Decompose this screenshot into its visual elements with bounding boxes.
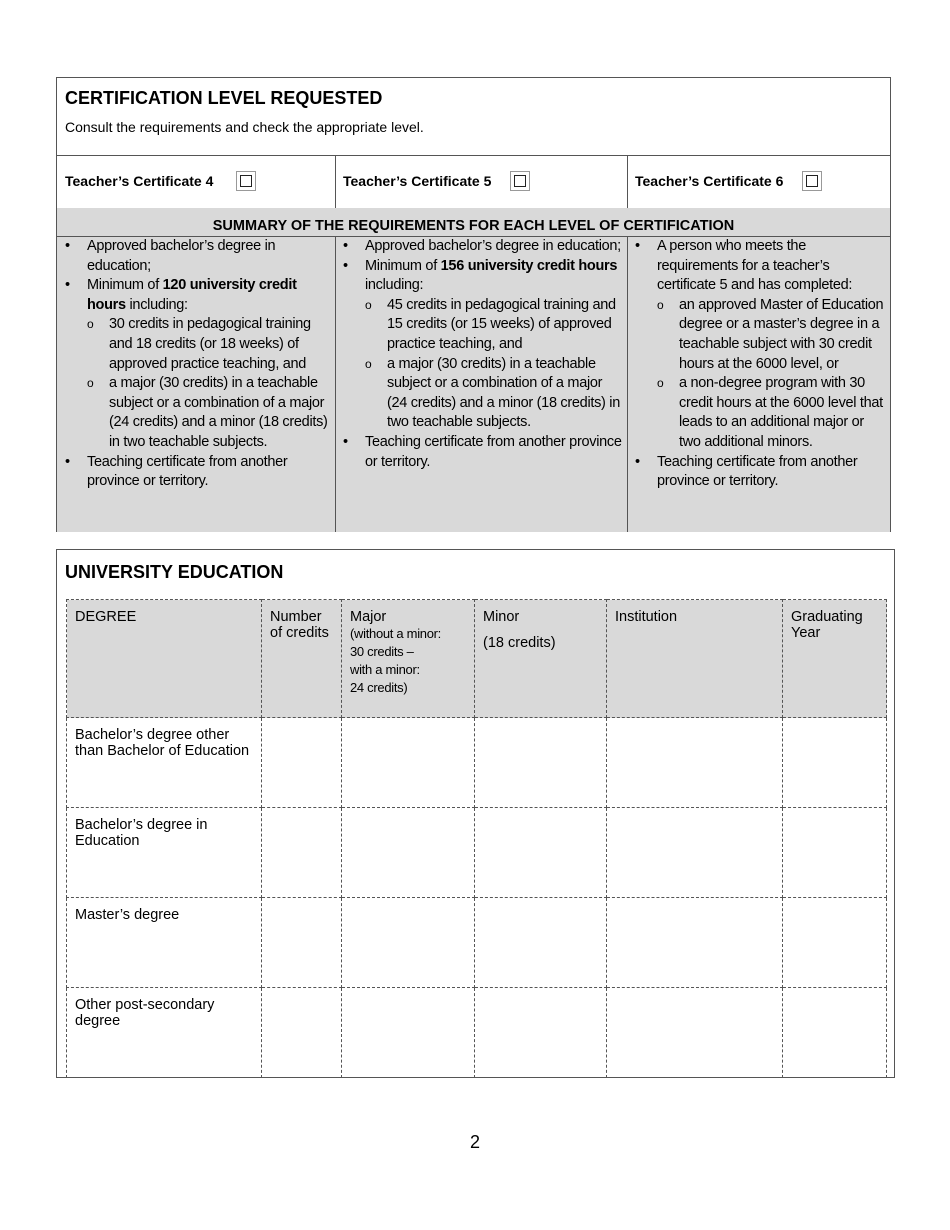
list-item: • Minimum of 156 university credit hours including: — [337, 257, 623, 296]
list-item: • Teaching certificate from another province or territory. — [59, 453, 331, 492]
institution-header: Institution — [607, 600, 783, 718]
degree-cell: Other post-secondary degree — [67, 988, 262, 1078]
major-input-cell[interactable] — [342, 808, 475, 898]
certificate-6-option — [627, 155, 890, 208]
list-item: o a major (30 credits) in a teachable subject or a combination of a major (24 credits) and a minor (18 credits) in two teachable subjects. — [59, 374, 331, 452]
degree-cell: Bachelor’s degree in Education — [67, 808, 262, 898]
major-input-cell[interactable] — [342, 898, 475, 988]
table-header-row — [67, 600, 887, 718]
divider — [627, 155, 628, 208]
graduating-year-input-cell[interactable] — [783, 808, 887, 898]
institution-input-cell[interactable] — [607, 718, 783, 808]
certification-section — [56, 77, 891, 532]
table-row — [67, 988, 887, 1078]
graduating-year-input-cell[interactable] — [783, 988, 887, 1078]
certification-instruction: Consult the requirements and check the appropriate level. — [65, 119, 424, 135]
minor-input-cell[interactable] — [475, 808, 607, 898]
degree-table — [66, 599, 887, 1078]
list-item: • Teaching certificate from another province or territory. — [629, 453, 886, 492]
table-row — [67, 718, 887, 808]
list-item: • A person who meets the requirements for a teacher’s certificate 5 and has completed: — [629, 237, 886, 296]
credits-input-cell[interactable] — [262, 808, 342, 898]
page-number: 2 — [469, 1132, 480, 1152]
divider — [335, 237, 336, 532]
summary-heading: SUMMARY OF THE REQUIREMENTS FOR EACH LEVEL OF CERTIFICATION — [57, 208, 890, 237]
list-item: • Teaching certificate from another province or territory. — [337, 433, 623, 472]
degree-cell: Bachelor’s degree other than Bachelor of Education — [67, 718, 262, 808]
list-item: o a major (30 credits) in a teachable subject or a combination of a major (24 credits) and a minor (18 credits) in two teachable subjects. — [337, 355, 623, 433]
list-item: • Approved bachelor’s degree in education; — [59, 237, 331, 276]
list-item: o 45 credits in pedagogical training and 15 credits (or 15 weeks) of approved practice teaching, and — [337, 296, 623, 355]
requirements-certificate-5 — [335, 237, 627, 532]
major-input-cell[interactable] — [342, 718, 475, 808]
certificate-options-row — [57, 155, 890, 209]
institution-input-cell[interactable] — [607, 898, 783, 988]
credits-input-cell[interactable] — [262, 988, 342, 1078]
certificate-6-label: Teacher’s Certificate 6 — [635, 173, 784, 189]
certificate-4-checkbox[interactable] — [236, 171, 256, 191]
certification-title: CERTIFICATION LEVEL REQUESTED — [65, 88, 383, 108]
divider — [627, 237, 628, 532]
major-header: Major (without a minor: 30 credits – with a minor: 24 credits) — [342, 600, 475, 718]
list-item: • Approved bachelor’s degree in education; — [337, 237, 623, 257]
minor-header: Minor (18 credits) — [475, 600, 607, 718]
certificate-6-checkbox[interactable] — [802, 171, 822, 191]
institution-input-cell[interactable] — [607, 808, 783, 898]
credits-header: Number of credits — [262, 600, 342, 718]
minor-input-cell[interactable] — [475, 988, 607, 1078]
certificate-4-label: Teacher’s Certificate 4 — [65, 173, 214, 189]
institution-input-cell[interactable] — [607, 988, 783, 1078]
minor-input-cell[interactable] — [475, 898, 607, 988]
list-item: • Minimum of 120 university credit hours including: — [59, 276, 331, 315]
university-education-title: UNIVERSITY EDUCATION — [65, 562, 284, 582]
university-education-section — [56, 549, 895, 1078]
degree-header: DEGREE — [67, 600, 262, 718]
certificate-5-option — [335, 155, 627, 208]
list-item: o a non-degree program with 30 credit hours at the 6000 level that leads to an additional major or two additional minors. — [629, 374, 886, 452]
list-item: o an approved Master of Education degree or a master’s degree in a teachable subject with 30 credit hours at the 6000 level, or — [629, 296, 886, 374]
graduating-year-header: Graduating Year — [783, 600, 887, 718]
requirements-certificate-4 — [57, 237, 335, 532]
certificate-4-option — [57, 155, 335, 208]
certificate-5-checkbox[interactable] — [510, 171, 530, 191]
table-row — [67, 808, 887, 898]
credits-input-cell[interactable] — [262, 898, 342, 988]
certificate-5-label: Teacher’s Certificate 5 — [343, 173, 492, 189]
divider — [335, 155, 336, 208]
table-row — [67, 898, 887, 988]
certification-header — [57, 78, 890, 156]
summary-requirements — [57, 237, 890, 532]
major-input-cell[interactable] — [342, 988, 475, 1078]
credits-input-cell[interactable] — [262, 718, 342, 808]
degree-cell: Master’s degree — [67, 898, 262, 988]
requirements-certificate-6 — [627, 237, 890, 532]
minor-input-cell[interactable] — [475, 718, 607, 808]
graduating-year-input-cell[interactable] — [783, 898, 887, 988]
graduating-year-input-cell[interactable] — [783, 718, 887, 808]
list-item: o 30 credits in pedagogical training and 18 credits (or 18 weeks) of approved practice teaching, and — [59, 315, 331, 374]
